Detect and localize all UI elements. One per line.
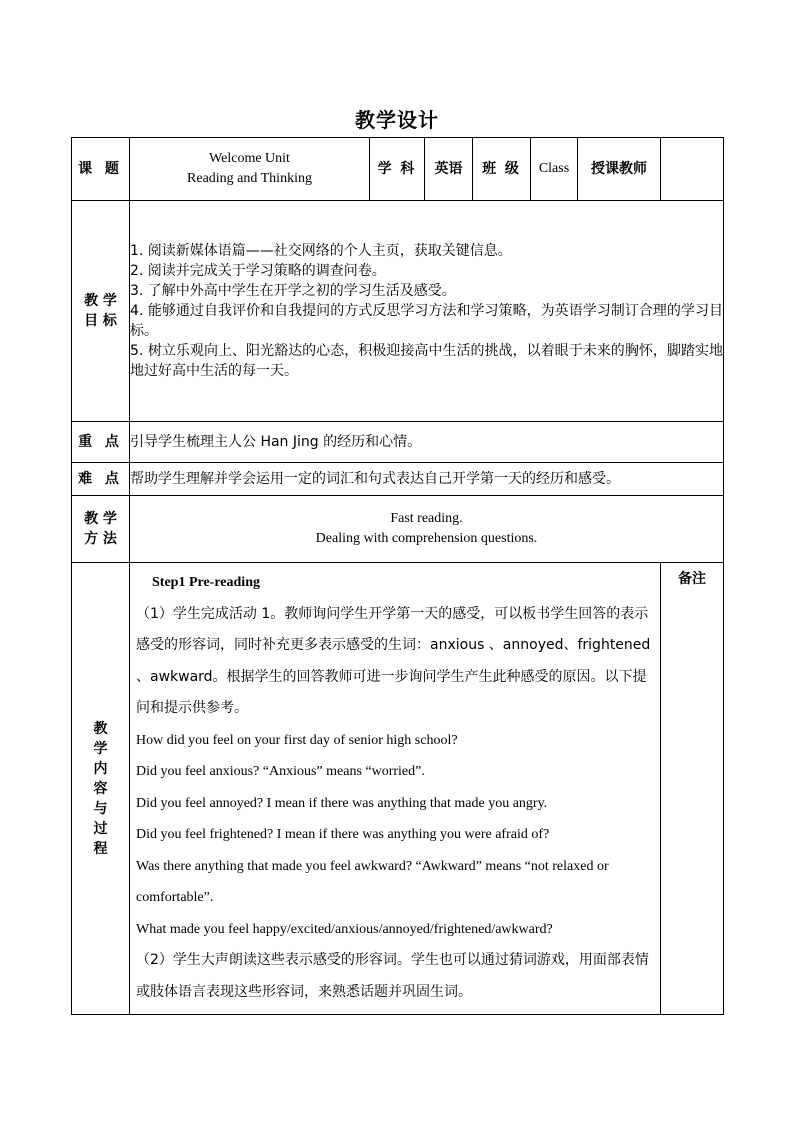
process-label <box>72 563 130 1015</box>
teacher-label: 授课教师 <box>578 138 661 201</box>
process-label-char: 过 <box>93 820 108 837</box>
header-row <box>72 138 724 201</box>
process-label-char: 容 <box>93 780 108 797</box>
process-label-char: 学 <box>93 740 108 757</box>
process-label-char: 教 <box>93 720 108 737</box>
process-paragraph-2: （2）学生大声朗读这些表示感受的形容词。学生也可以通过猜词游戏，用面部表情或肢体语言表现这些形容词，来熟悉话题并巩固生词。 <box>136 952 649 1000</box>
notes-column: 备注 <box>661 563 724 1015</box>
subject-value: 英语 <box>425 138 473 201</box>
objectives-content <box>130 201 724 422</box>
question-line: How did you feel on your first day of senior high school? <box>136 732 458 748</box>
objectives-label-line2: 目 标 <box>84 313 117 329</box>
process-label-char: 内 <box>93 760 108 777</box>
objectives-row <box>72 201 724 422</box>
objective-item: 3. 了解中外高中学生在开学之初的学习生活及感受。 <box>130 283 456 299</box>
difficulty-text: 帮助学生理解并学会运用一定的词汇和句式表达自己开学第一天的经历和感受。 <box>130 463 724 496</box>
lesson-title-line2: Reading and Thinking <box>187 171 312 186</box>
document-title: 教学设计 <box>355 108 439 132</box>
method-line2: Dealing with comprehension questions. <box>315 531 538 546</box>
difficulty-label: 难 点 <box>72 463 130 496</box>
question-line: Did you feel annoyed? I mean if there was anything that made you angry. <box>136 795 548 811</box>
key-point-text: 引导学生梳理主人公 Han Jing 的经历和心情。 <box>130 422 724 463</box>
process-paragraph-1: （1）学生完成活动 1。教师询问学生开学第一天的感受，可以板书学生回答的表示感受的形容词，同时补充更多表示感受的生词：anxious 、annoyed、frightened 、awkward。根据学生的回答教师可进一步询问学生产生此种感受的原因。以下提问和提示供参考。 <box>136 605 651 716</box>
methods-row <box>72 496 724 563</box>
process-label-char: 程 <box>93 840 108 857</box>
teacher-value <box>661 138 724 201</box>
difficulty-row <box>72 463 724 496</box>
objectives-label <box>72 201 130 422</box>
lesson-title-cell <box>130 138 370 201</box>
step-title: Step1 Pre-reading <box>152 575 260 590</box>
objective-item: 4. 能够通过自我评价和自我提问的方式反思学习方法和学习策略，为英语学习制订合理的学习目标。 <box>130 303 723 339</box>
process-row <box>72 563 724 1015</box>
methods-label-line1: 教 学 <box>84 511 117 527</box>
lesson-plan-table <box>71 137 724 1015</box>
topic-label: 课 题 <box>72 138 130 201</box>
class-label: 班 级 <box>473 138 531 201</box>
objectives-label-line1: 教 学 <box>84 293 117 309</box>
key-point-row <box>72 422 724 463</box>
question-line: Did you feel frightened? I mean if there was anything you were afraid of? <box>136 827 550 842</box>
question-line: Was there anything that made you feel awkward? “Awkward” means “not relaxed or comfortable”. <box>136 858 609 905</box>
objective-item: 1. 阅读新媒体语篇——社交网络的个人主页，获取关键信息。 <box>130 243 512 259</box>
objective-item: 2. 阅读并完成关于学习策略的调查问卷。 <box>130 263 386 279</box>
method-line1: Fast reading. <box>390 511 463 526</box>
methods-label-line2: 方 法 <box>84 531 117 547</box>
question-line: Did you feel anxious? “Anxious” means “worried”. <box>136 764 425 779</box>
lesson-title-line1: Welcome Unit <box>209 151 290 166</box>
subject-label: 学 科 <box>370 138 425 201</box>
methods-label <box>72 496 130 563</box>
class-value: Class <box>531 138 578 201</box>
objective-item: 5. 树立乐观向上、阳光豁达的心态，积极迎接高中生活的挑战，以着眼于未来的胸怀，脚踏实地地过好高中生活的每一天。 <box>130 343 723 379</box>
process-label-char: 与 <box>93 800 108 817</box>
question-line: What made you feel happy/excited/anxious/annoyed/frightened/awkward? <box>136 921 553 937</box>
process-content <box>130 563 661 1015</box>
key-point-label: 重 点 <box>72 422 130 463</box>
methods-content <box>130 496 724 563</box>
